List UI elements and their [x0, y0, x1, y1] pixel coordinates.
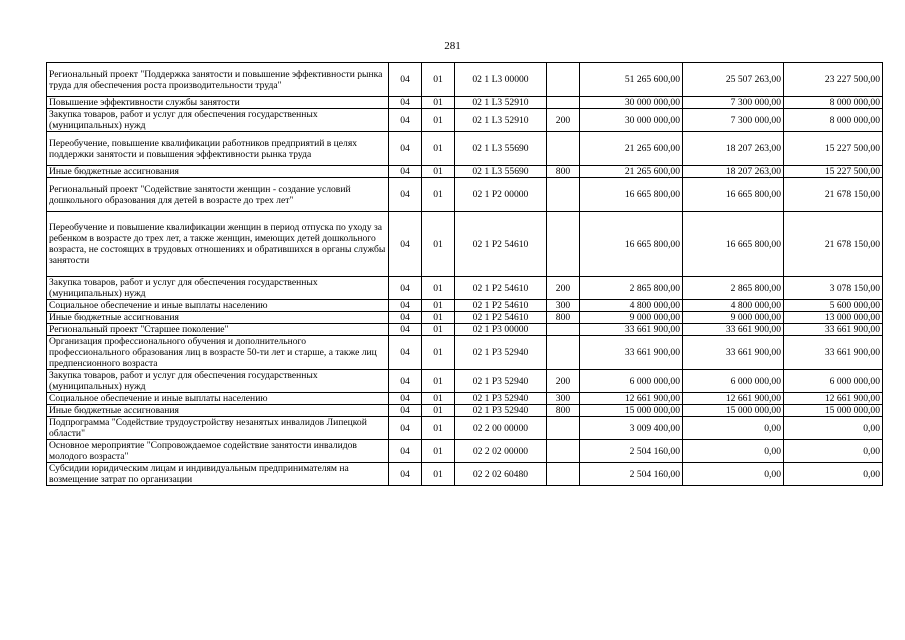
- section-code-cell: 04: [389, 370, 422, 393]
- expense-type-cell: [547, 132, 580, 166]
- amount-year1-cell: 21 265 600,00: [580, 132, 683, 166]
- article-code-cell: 02 1 L3 52910: [455, 97, 547, 109]
- expense-type-cell: [547, 97, 580, 109]
- article-code-cell: 02 1 P3 52940: [455, 336, 547, 370]
- amount-year2-cell: 7 300 000,00: [683, 97, 784, 109]
- article-code-cell: 02 1 L3 00000: [455, 63, 547, 97]
- row-name-cell: Иные бюджетные ассигнования: [47, 166, 389, 178]
- amount-year2-cell: 33 661 900,00: [683, 336, 784, 370]
- table-row: [47, 178, 883, 212]
- section-code-cell: 04: [389, 336, 422, 370]
- expense-type-cell: 200: [547, 370, 580, 393]
- budget-table-body: [47, 63, 883, 486]
- amount-year2-cell: 0,00: [683, 440, 784, 463]
- table-row: [47, 405, 883, 417]
- expense-type-cell: [547, 178, 580, 212]
- article-code-cell: 02 1 P2 54610: [455, 277, 547, 300]
- section-code-cell: 04: [389, 166, 422, 178]
- amount-year3-cell: 15 000 000,00: [784, 405, 883, 417]
- row-name-cell: Социальное обеспечение и иные выплаты населению: [47, 300, 389, 312]
- row-name-cell: Региональный проект "Содействие занятости женщин - создание условий дошкольного образования для детей в возрасте до трех лет": [47, 178, 389, 212]
- row-name-cell: Региональный проект "Поддержка занятости и повышение эффективности рынка труда для обеспечения роста производительности труда": [47, 63, 389, 97]
- expense-type-cell: [547, 212, 580, 277]
- expense-type-cell: 800: [547, 312, 580, 324]
- amount-year3-cell: 0,00: [784, 440, 883, 463]
- amount-year2-cell: 6 000 000,00: [683, 370, 784, 393]
- subsection-code-cell: 01: [422, 393, 455, 405]
- page-number: 281: [444, 40, 461, 52]
- subsection-code-cell: 01: [422, 109, 455, 132]
- table-row: [47, 277, 883, 300]
- subsection-code-cell: 01: [422, 336, 455, 370]
- expense-type-cell: [547, 417, 580, 440]
- amount-year3-cell: 21 678 150,00: [784, 212, 883, 277]
- amount-year1-cell: 9 000 000,00: [580, 312, 683, 324]
- budget-table: [46, 62, 883, 486]
- amount-year2-cell: 16 665 800,00: [683, 212, 784, 277]
- table-row: [47, 97, 883, 109]
- amount-year3-cell: 33 661 900,00: [784, 324, 883, 336]
- subsection-code-cell: 01: [422, 178, 455, 212]
- amount-year1-cell: 6 000 000,00: [580, 370, 683, 393]
- amount-year2-cell: 7 300 000,00: [683, 109, 784, 132]
- row-name-cell: Субсидии юридическим лицам и индивидуальным предпринимателям на возмещение затрат по организации: [47, 463, 389, 486]
- amount-year3-cell: 8 000 000,00: [784, 109, 883, 132]
- amount-year2-cell: 9 000 000,00: [683, 312, 784, 324]
- article-code-cell: 02 1 P2 54610: [455, 212, 547, 277]
- subsection-code-cell: 01: [422, 463, 455, 486]
- amount-year2-cell: 4 800 000,00: [683, 300, 784, 312]
- amount-year2-cell: 0,00: [683, 463, 784, 486]
- table-row: [47, 312, 883, 324]
- section-code-cell: 04: [389, 440, 422, 463]
- amount-year1-cell: 12 661 900,00: [580, 393, 683, 405]
- row-name-cell: Закупка товаров, работ и услуг для обеспечения государственных (муниципальных) нужд: [47, 109, 389, 132]
- amount-year3-cell: 15 227 500,00: [784, 132, 883, 166]
- article-code-cell: 02 1 L3 55690: [455, 166, 547, 178]
- section-code-cell: 04: [389, 463, 422, 486]
- section-code-cell: 04: [389, 312, 422, 324]
- expense-type-cell: 300: [547, 300, 580, 312]
- amount-year2-cell: 2 865 800,00: [683, 277, 784, 300]
- article-code-cell: 02 1 P3 52940: [455, 393, 547, 405]
- amount-year3-cell: 8 000 000,00: [784, 97, 883, 109]
- subsection-code-cell: 01: [422, 212, 455, 277]
- expense-type-cell: [547, 463, 580, 486]
- amount-year1-cell: 30 000 000,00: [580, 97, 683, 109]
- expense-type-cell: 200: [547, 109, 580, 132]
- article-code-cell: 02 1 P2 54610: [455, 312, 547, 324]
- row-name-cell: Иные бюджетные ассигнования: [47, 312, 389, 324]
- article-code-cell: 02 2 02 60480: [455, 463, 547, 486]
- amount-year3-cell: 0,00: [784, 417, 883, 440]
- section-code-cell: 04: [389, 63, 422, 97]
- amount-year1-cell: 4 800 000,00: [580, 300, 683, 312]
- amount-year1-cell: 2 504 160,00: [580, 440, 683, 463]
- article-code-cell: 02 2 02 00000: [455, 440, 547, 463]
- expense-type-cell: 300: [547, 393, 580, 405]
- expense-type-cell: [547, 336, 580, 370]
- amount-year1-cell: 2 865 800,00: [580, 277, 683, 300]
- amount-year1-cell: 30 000 000,00: [580, 109, 683, 132]
- table-row: [47, 417, 883, 440]
- amount-year3-cell: 13 000 000,00: [784, 312, 883, 324]
- amount-year3-cell: 12 661 900,00: [784, 393, 883, 405]
- subsection-code-cell: 01: [422, 324, 455, 336]
- subsection-code-cell: 01: [422, 63, 455, 97]
- amount-year1-cell: 33 661 900,00: [580, 324, 683, 336]
- expense-type-cell: [547, 324, 580, 336]
- amount-year2-cell: 33 661 900,00: [683, 324, 784, 336]
- row-name-cell: Подпрограмма "Содействие трудоустройству незанятых инвалидов Липецкой области": [47, 417, 389, 440]
- amount-year3-cell: 6 000 000,00: [784, 370, 883, 393]
- table-row: [47, 370, 883, 393]
- section-code-cell: 04: [389, 324, 422, 336]
- table-row: [47, 132, 883, 166]
- subsection-code-cell: 01: [422, 132, 455, 166]
- section-code-cell: 04: [389, 109, 422, 132]
- table-row: [47, 63, 883, 97]
- subsection-code-cell: 01: [422, 440, 455, 463]
- subsection-code-cell: 01: [422, 300, 455, 312]
- article-code-cell: 02 1 L3 52910: [455, 109, 547, 132]
- section-code-cell: 04: [389, 132, 422, 166]
- row-name-cell: Социальное обеспечение и иные выплаты населению: [47, 393, 389, 405]
- amount-year3-cell: 5 600 000,00: [784, 300, 883, 312]
- amount-year3-cell: 23 227 500,00: [784, 63, 883, 97]
- article-code-cell: 02 1 L3 55690: [455, 132, 547, 166]
- table-row: [47, 336, 883, 370]
- article-code-cell: 02 1 P3 52940: [455, 370, 547, 393]
- expense-type-cell: 800: [547, 166, 580, 178]
- amount-year2-cell: 0,00: [683, 417, 784, 440]
- expense-type-cell: 200: [547, 277, 580, 300]
- amount-year2-cell: 25 507 263,00: [683, 63, 784, 97]
- section-code-cell: 04: [389, 405, 422, 417]
- section-code-cell: 04: [389, 277, 422, 300]
- row-name-cell: Закупка товаров, работ и услуг для обеспечения государственных (муниципальных) нужд: [47, 277, 389, 300]
- row-name-cell: Повышение эффективности службы занятости: [47, 97, 389, 109]
- table-row: [47, 440, 883, 463]
- row-name-cell: Региональный проект "Старшее поколение": [47, 324, 389, 336]
- amount-year1-cell: 16 665 800,00: [580, 178, 683, 212]
- subsection-code-cell: 01: [422, 312, 455, 324]
- table-row: [47, 166, 883, 178]
- table-row: [47, 463, 883, 486]
- row-name-cell: Переобучение, повышение квалификации работников предприятий в целях поддержки занятости и повышения эффективности рынка труда: [47, 132, 389, 166]
- section-code-cell: 04: [389, 212, 422, 277]
- section-code-cell: 04: [389, 300, 422, 312]
- row-name-cell: Закупка товаров, работ и услуг для обеспечения государственных (муниципальных) нужд: [47, 370, 389, 393]
- article-code-cell: 02 1 P3 52940: [455, 405, 547, 417]
- amount-year2-cell: 18 207 263,00: [683, 132, 784, 166]
- article-code-cell: 02 1 P2 54610: [455, 300, 547, 312]
- amount-year3-cell: 15 227 500,00: [784, 166, 883, 178]
- amount-year2-cell: 15 000 000,00: [683, 405, 784, 417]
- row-name-cell: Основное мероприятие "Сопровождаемое содействие занятости инвалидов молодого возраста": [47, 440, 389, 463]
- amount-year3-cell: 3 078 150,00: [784, 277, 883, 300]
- amount-year1-cell: 16 665 800,00: [580, 212, 683, 277]
- subsection-code-cell: 01: [422, 97, 455, 109]
- row-name-cell: Переобучение и повышение квалификации женщин в период отпуска по уходу за ребенком в возрасте до трех лет, а также женщин, имеющих детей дошкольного возраста, не состоящих в трудовых отношениях и обратившихся в органы службы занятости: [47, 212, 389, 277]
- section-code-cell: 04: [389, 417, 422, 440]
- amount-year3-cell: 33 661 900,00: [784, 336, 883, 370]
- subsection-code-cell: 01: [422, 370, 455, 393]
- amount-year3-cell: 0,00: [784, 463, 883, 486]
- amount-year1-cell: 3 009 400,00: [580, 417, 683, 440]
- subsection-code-cell: 01: [422, 405, 455, 417]
- table-row: [47, 109, 883, 132]
- amount-year3-cell: 21 678 150,00: [784, 178, 883, 212]
- table-row: [47, 300, 883, 312]
- subsection-code-cell: 01: [422, 417, 455, 440]
- amount-year2-cell: 18 207 263,00: [683, 166, 784, 178]
- amount-year2-cell: 16 665 800,00: [683, 178, 784, 212]
- section-code-cell: 04: [389, 393, 422, 405]
- subsection-code-cell: 01: [422, 166, 455, 178]
- amount-year2-cell: 12 661 900,00: [683, 393, 784, 405]
- row-name-cell: Иные бюджетные ассигнования: [47, 405, 389, 417]
- amount-year1-cell: 51 265 600,00: [580, 63, 683, 97]
- section-code-cell: 04: [389, 178, 422, 212]
- table-row: [47, 393, 883, 405]
- table-row: [47, 212, 883, 277]
- amount-year1-cell: 2 504 160,00: [580, 463, 683, 486]
- expense-type-cell: [547, 440, 580, 463]
- row-name-cell: Организация профессионального обучения и дополнительного профессионального образования лиц в возрасте 50-ти лет и старше, а также лиц предпенсионного возраста: [47, 336, 389, 370]
- article-code-cell: 02 1 P2 00000: [455, 178, 547, 212]
- expense-type-cell: [547, 63, 580, 97]
- table-row: [47, 324, 883, 336]
- subsection-code-cell: 01: [422, 277, 455, 300]
- amount-year1-cell: 21 265 600,00: [580, 166, 683, 178]
- amount-year1-cell: 15 000 000,00: [580, 405, 683, 417]
- expense-type-cell: 800: [547, 405, 580, 417]
- amount-year1-cell: 33 661 900,00: [580, 336, 683, 370]
- article-code-cell: 02 2 00 00000: [455, 417, 547, 440]
- article-code-cell: 02 1 P3 00000: [455, 324, 547, 336]
- section-code-cell: 04: [389, 97, 422, 109]
